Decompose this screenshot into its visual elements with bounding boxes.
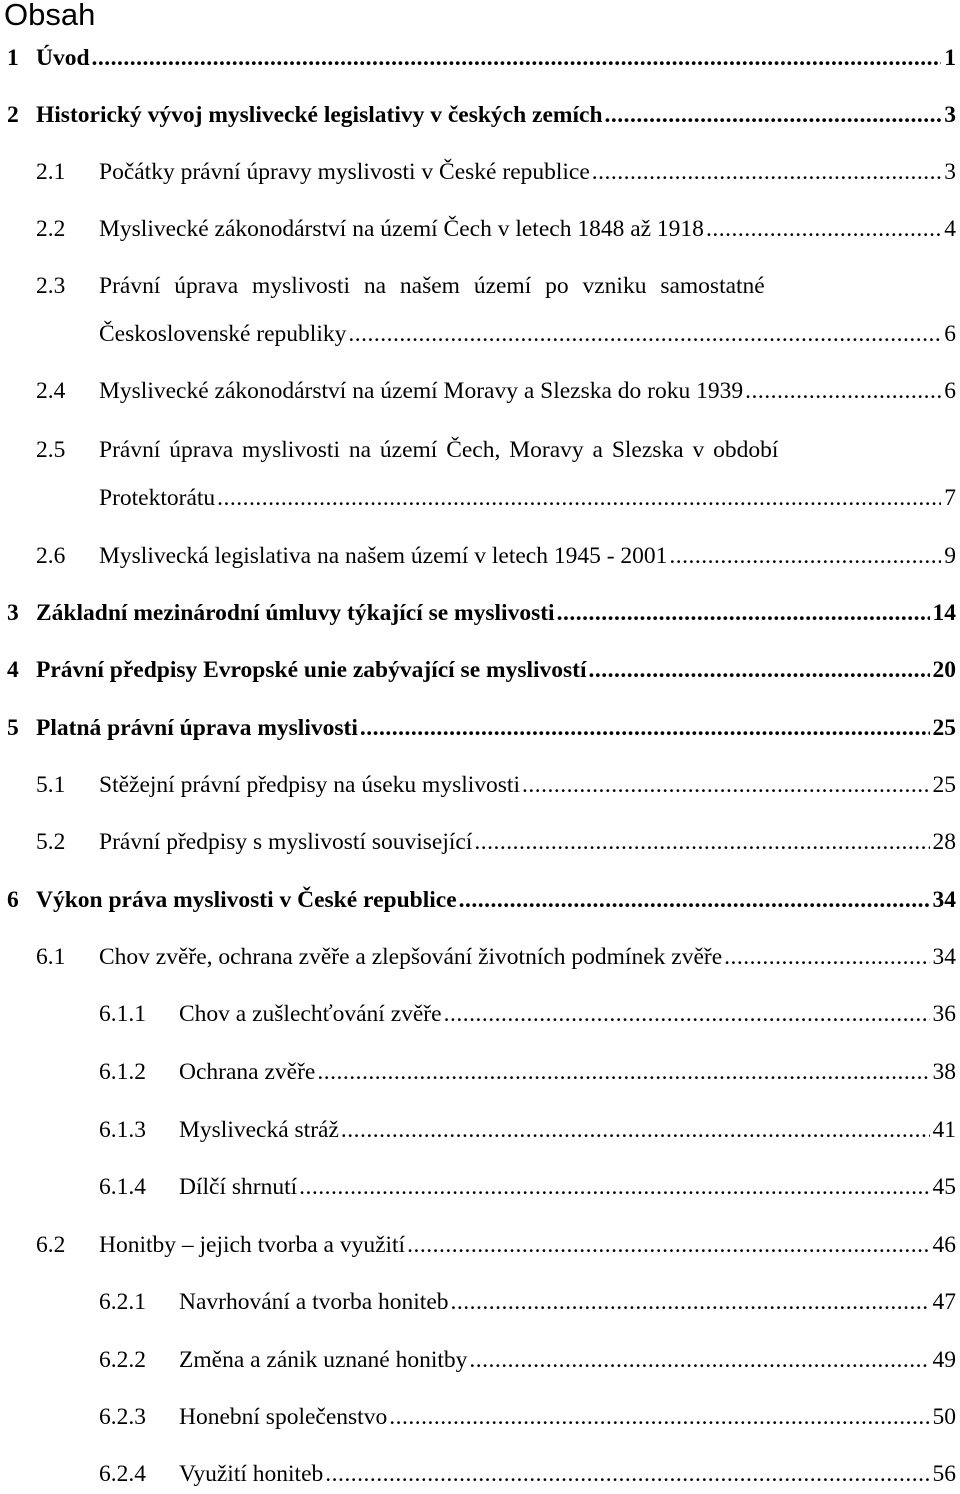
dot-leader [444, 997, 930, 1031]
toc-entry-page: 20 [932, 657, 956, 683]
toc-entry-title: Využití honiteb [179, 1461, 324, 1487]
toc-entry-6[interactable] [0, 883, 960, 917]
toc-entry-number: 6.2.3 [99, 1404, 146, 1430]
toc-entry-6-1-3[interactable] [0, 1113, 960, 1147]
toc-entry-page: 3 [944, 102, 956, 128]
toc-entry-title-continued: Protektorátu [99, 485, 216, 511]
toc-entry-number: 2.4 [36, 378, 66, 404]
toc-entry-title: Počátky právní úpravy myslivosti v České republice [99, 159, 590, 185]
toc-entry-2[interactable] [0, 98, 960, 132]
toc-entry-number: 6.2.1 [99, 1289, 146, 1315]
toc-entry-6-1-4[interactable] [0, 1170, 960, 1204]
toc-entry-2-3-line1[interactable] [0, 269, 960, 303]
toc-entry-title: Honitby – jejich tvorba a využití [99, 1232, 406, 1258]
toc-entry-title: Právní úprava myslivosti na území Čech, Moravy a Slezska v období [99, 437, 779, 463]
toc-entry-5-2[interactable] [0, 825, 960, 859]
toc-entry-page: 34 [932, 887, 956, 913]
toc-entry-title: Ochrana zvěře [179, 1059, 316, 1085]
toc-entry-page: 49 [932, 1347, 956, 1373]
toc-entry-page: 41 [932, 1117, 956, 1143]
toc-entry-number: 5 [7, 715, 19, 741]
dot-leader [217, 481, 941, 515]
toc-entry-title: Dílčí shrnutí [179, 1174, 298, 1200]
dot-leader [389, 1400, 929, 1434]
toc-entry-number: 6.1.2 [99, 1059, 146, 1085]
toc-entry-title: Myslivecké zákonodárství na území Moravy a Slezska do roku 1939 [99, 378, 744, 404]
dot-leader [469, 1343, 929, 1377]
toc-entry-page: 25 [932, 772, 956, 798]
toc-entry-page: 4 [944, 216, 956, 242]
dot-leader [317, 1055, 929, 1089]
toc-entry-page: 6 [944, 321, 956, 347]
toc-entry-page: 1 [944, 45, 956, 71]
toc-entry-6-1[interactable] [0, 940, 960, 974]
dot-leader [669, 539, 941, 573]
toc-entry-number: 6.1 [36, 944, 66, 970]
toc-entry-title: Změna a zánik uznané honitby [179, 1347, 468, 1373]
dot-leader [407, 1228, 929, 1262]
toc-entry-page: 6 [944, 378, 956, 404]
dot-leader [341, 1113, 930, 1147]
toc-entry-title: Stěžejní právní předpisy na úseku myslivosti [99, 772, 520, 798]
toc-entry-2-5-line2[interactable] [0, 481, 960, 515]
dot-leader [522, 768, 930, 802]
dot-leader [592, 155, 941, 189]
toc-entry-number: 4 [7, 657, 19, 683]
toc-entry-6-2[interactable] [0, 1228, 960, 1262]
toc-entry-title: Honební společenstvo [179, 1404, 388, 1430]
toc-entry-number: 2.1 [36, 159, 66, 185]
toc-entry-page: 36 [932, 1001, 956, 1027]
toc-entry-number: 2 [7, 102, 19, 128]
toc-entry-title: Myslivecká legislativa na našem území v letech 1945 - 2001 [99, 543, 668, 569]
toc-entry-number: 6.1.1 [99, 1001, 146, 1027]
dot-leader [451, 1285, 930, 1319]
toc-entry-number: 1 [7, 45, 19, 71]
toc-entry-title: Historický vývoj myslivecké legislativy v českých zemích [36, 102, 603, 128]
toc-entry-6-2-1[interactable] [0, 1285, 960, 1319]
toc-entry-number: 2.2 [36, 216, 66, 242]
dot-leader [557, 596, 930, 630]
toc-entry-3[interactable] [0, 596, 960, 630]
toc-entry-page: 25 [932, 715, 956, 741]
toc-entry-title: Myslivecká stráž [179, 1117, 339, 1143]
toc-entry-page: 7 [944, 485, 956, 511]
toc-entry-page: 38 [932, 1059, 956, 1085]
toc-entry-6-1-2[interactable] [0, 1055, 960, 1089]
toc-heading: Obsah [4, 0, 96, 32]
toc-entry-title-continued: Československé republiky [99, 321, 347, 347]
toc-entry-5-1[interactable] [0, 768, 960, 802]
dot-leader [459, 883, 930, 917]
toc-entry-number: 6.2 [36, 1232, 66, 1258]
toc-entry-number: 3 [7, 600, 19, 626]
toc-entry-2-2[interactable] [0, 212, 960, 246]
dot-leader [360, 711, 930, 745]
toc-entry-title: Výkon práva myslivosti v České republice [36, 887, 457, 913]
toc-entry-5[interactable] [0, 711, 960, 745]
toc-entry-number: 6 [7, 887, 19, 913]
toc-entry-title: Platná právní úprava myslivosti [36, 715, 358, 741]
toc-entry-number: 2.3 [36, 273, 66, 299]
toc-entry-title: Právní předpisy s myslivostí související [99, 829, 473, 855]
toc-entry-2-1[interactable] [0, 155, 960, 189]
toc-entry-1[interactable] [0, 41, 960, 75]
dot-leader [474, 825, 929, 859]
toc-entry-page: 9 [944, 543, 956, 569]
toc-entry-title: Právní úprava myslivosti na našem území po vzniku samostatné [99, 273, 765, 299]
dot-leader [299, 1170, 929, 1204]
dot-leader [348, 317, 941, 351]
toc-entry-number: 6.2.4 [99, 1461, 146, 1487]
toc-entry-page: 3 [944, 159, 956, 185]
dot-leader [589, 653, 930, 687]
toc-entry-2-4[interactable] [0, 374, 960, 408]
toc-entry-page: 46 [932, 1232, 956, 1258]
toc-entry-title: Právní předpisy Evropské unie zabývající se myslivostí [36, 657, 587, 683]
toc-entry-page: 34 [932, 944, 956, 970]
toc-entry-title: Chov zvěře, ochrana zvěře a zlepšování životních podmínek zvěře [99, 944, 723, 970]
toc-entry-number: 6.2.2 [99, 1347, 146, 1373]
toc-entry-page: 28 [932, 829, 956, 855]
dot-leader [325, 1457, 929, 1491]
toc-entry-number: 6.1.3 [99, 1117, 146, 1143]
dot-leader [706, 212, 941, 246]
toc-entry-title: Navrhování a tvorba honiteb [179, 1289, 449, 1315]
dot-leader [745, 374, 941, 408]
toc-entry-number: 2.5 [36, 437, 66, 463]
toc-entry-page: 56 [932, 1461, 956, 1487]
toc-entry-title: Úvod [36, 45, 90, 71]
toc-entry-page: 14 [932, 600, 956, 626]
dot-leader [92, 41, 942, 75]
toc-entry-number: 5.1 [36, 772, 66, 798]
toc-entry-6-1-1[interactable] [0, 997, 960, 1031]
toc-entry-6-2-3[interactable] [0, 1400, 960, 1434]
toc-entry-page: 45 [932, 1174, 956, 1200]
dot-leader [605, 98, 942, 132]
toc-entry-number: 2.6 [36, 543, 66, 569]
toc-entry-6-2-2[interactable] [0, 1343, 960, 1377]
toc-entry-2-5-line1[interactable] [0, 433, 960, 467]
toc-entry-2-6[interactable] [0, 539, 960, 573]
toc-entry-title: Základní mezinárodní úmluvy týkající se myslivosti [36, 600, 555, 626]
toc-entry-4[interactable] [0, 653, 960, 687]
toc-entry-page: 50 [932, 1404, 956, 1430]
toc-entry-page: 47 [932, 1289, 956, 1315]
toc-entry-2-3-line2[interactable] [0, 317, 960, 351]
toc-entry-title: Chov a zušlechťování zvěře [179, 1001, 442, 1027]
toc-entry-title: Myslivecké zákonodárství na území Čech v letech 1848 až 1918 [99, 216, 704, 242]
toc-entry-6-2-4[interactable] [0, 1457, 960, 1491]
dot-leader [724, 940, 929, 974]
toc-entry-number: 6.1.4 [99, 1174, 146, 1200]
toc-entry-number: 5.2 [36, 829, 66, 855]
